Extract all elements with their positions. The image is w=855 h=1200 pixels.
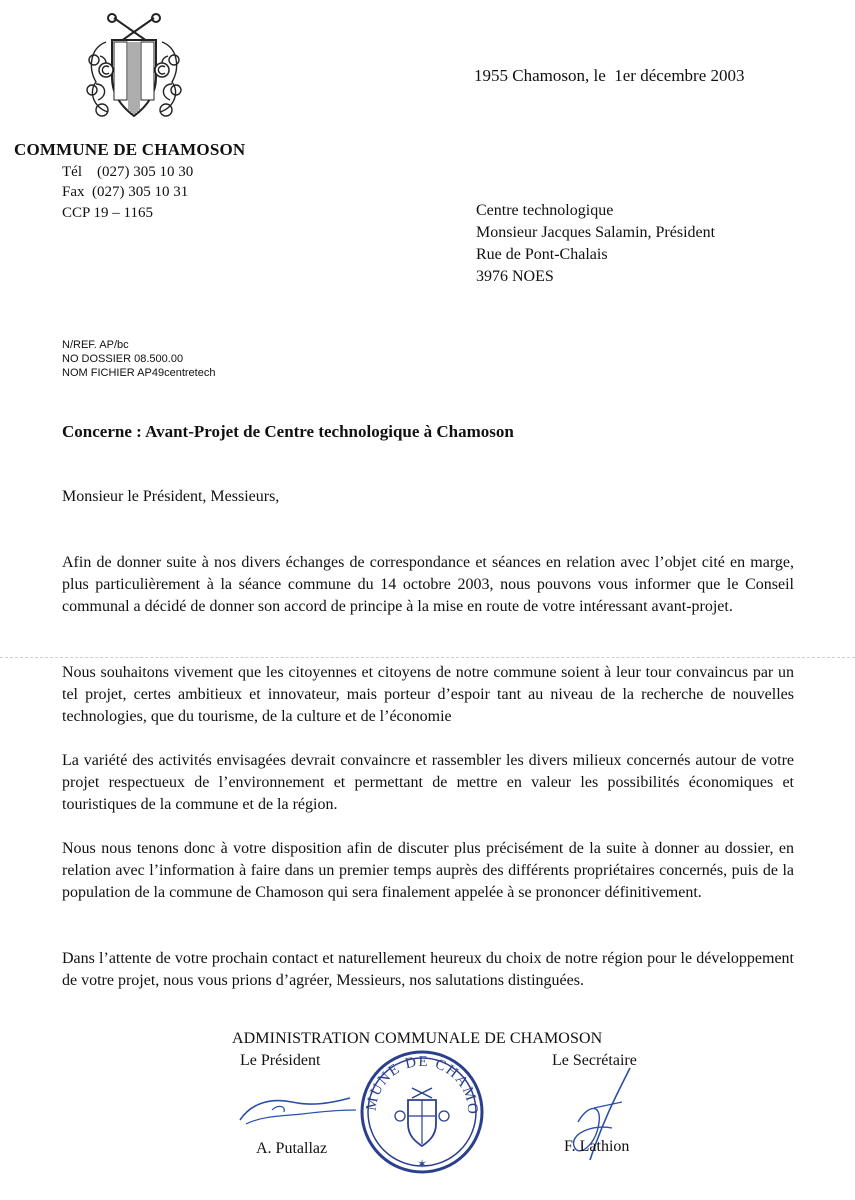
fax-number: Fax (027) 305 10 31 [62,184,189,200]
recipient-line: Rue de Pont-Chalais [476,246,608,263]
commune-crest-icon [84,12,184,124]
recipient-line: Monsieur Jacques Salamin, Président [476,224,716,241]
recipient-line: 3976 NOES [476,268,554,285]
body-paragraph: Afin de donner suite à nos divers échanges de correspondance et séances en relation avec l’objet cité en marge, plus particulièrement à la séance commune du 14 octobre 2003, nous pouvons vous informer que le Conseil communal a décidé de donner son accord de principe à la mise en route de votre intéressant avant-projet. [62,554,794,615]
reference-line: N/REF. AP/bc [62,339,129,351]
stamp-text: MUNE DE CHAMO [363,1053,481,1116]
svg-text:✶: ✶ [416,1157,428,1171]
president-role: Le Président [240,1052,321,1069]
postal-account: CCP 19 – 1165 [62,205,153,221]
president-signature-icon [232,1080,362,1140]
body-paragraph: La variété des activités envisagées devrait convaincre et rassembler les divers milieux concernés autour de votre projet respectueux de l’environnement et permettant de mettre en valeur les possibilités économiques et touristiques de la commune et de la région. [62,752,794,813]
date-line: 1955 Chamoson, le 1er décembre 2003 [474,66,745,85]
body-paragraph: Dans l’attente de votre prochain contact et naturellement heureux du choix de notre région pour le développement de votre projet, nous vous prions d’agréer, Messieurs, nos salutations distinguées. [62,950,794,989]
salutation: Monsieur le Président, Messieurs, [62,488,280,505]
subject-line: Concerne : Avant-Projet de Centre technologique à Chamoson [62,422,514,441]
president-name: A. Putallaz [256,1140,328,1157]
scan-artifact-line [0,657,855,658]
secretary-name: F. Lathion [564,1138,630,1155]
reference-line: NO DOSSIER 08.500.00 [62,353,184,365]
body-paragraph: Nous nous tenons donc à votre disposition afin de discuter plus précisément de la suite à donner au dossier, en relation avec l’information à faire dans un premier temps auprès des différents propriétaires concernés, puis de la population de la commune de Chamoson qui sera finalement appelée à se prononcer définitivement. [62,840,794,901]
reference-line: NOM FICHIER AP49centretech [62,367,216,379]
administration-title: ADMINISTRATION COMMUNALE DE CHAMOSON [232,1030,603,1047]
official-seal-stamp-icon [358,1044,486,1176]
commune-name: COMMUNE DE CHAMOSON [14,140,246,159]
secretary-role: Le Secrétaire [552,1052,637,1069]
recipient-line: Centre technologique [476,202,614,219]
phone-number: Tél (027) 305 10 30 [62,164,194,180]
body-paragraph: Nous souhaitons vivement que les citoyennes et citoyens de notre commune soient à leur tour convaincus par un tel projet, certes ambitieux et innovateur, mais porteur d’espoir tant au niveau de la recherche de nouvelles technologies, que du tourisme, de la culture et de l’économie [62,664,794,725]
